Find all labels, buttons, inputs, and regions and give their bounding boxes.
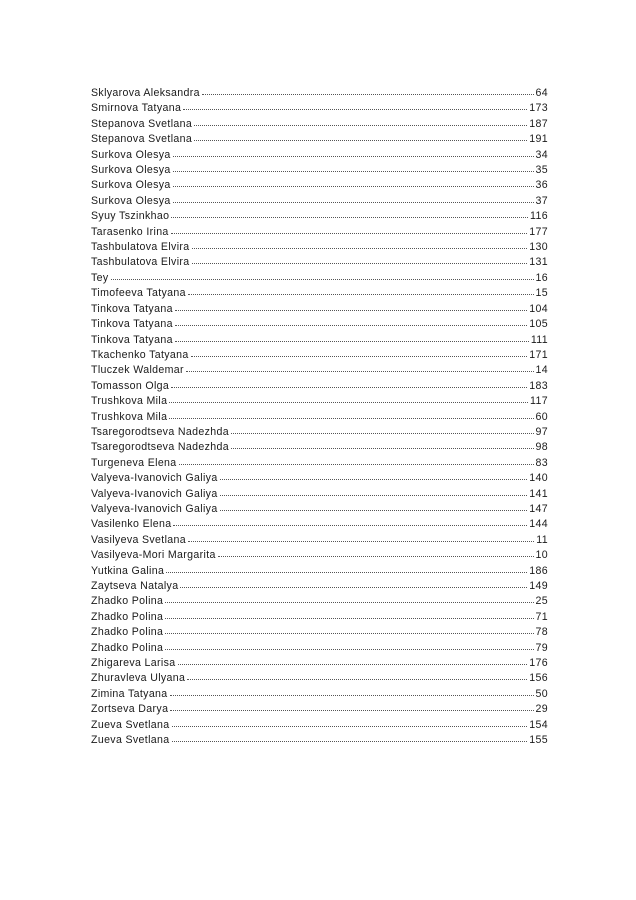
index-entry bbox=[91, 733, 548, 748]
index-entry bbox=[91, 671, 548, 686]
index-entry bbox=[91, 178, 548, 193]
dot-leader bbox=[231, 440, 534, 449]
entry-name: Zueva Svetlana bbox=[91, 734, 170, 747]
entry-name: Tey bbox=[91, 271, 109, 284]
entry-page-number: 130 bbox=[529, 241, 548, 254]
entry-name: Vasilyeva Svetlana bbox=[91, 533, 187, 546]
entry-name: Tinkova Tatyana bbox=[91, 333, 173, 346]
index-entry bbox=[91, 625, 548, 640]
entry-name: Tashbulatova Elvira bbox=[91, 241, 190, 254]
entry-name: Zaytseva Natalya bbox=[91, 580, 179, 592]
entry-name: Sklyarova Aleksandra bbox=[91, 87, 200, 99]
entry-name: Tluczek Waldemar bbox=[91, 364, 184, 377]
dot-leader bbox=[173, 148, 534, 157]
dot-leader bbox=[194, 132, 527, 141]
entry-name: Zhuravleva Ulyana bbox=[91, 672, 186, 685]
entry-page-number: 35 bbox=[535, 164, 548, 177]
index-entry bbox=[91, 317, 548, 332]
entry-name: Zhadko Polina bbox=[91, 641, 164, 654]
dot-leader bbox=[187, 671, 527, 680]
dot-leader bbox=[188, 286, 534, 295]
entry-name: Tarasenko Irina bbox=[91, 225, 169, 238]
dot-leader bbox=[179, 456, 534, 465]
entry-name: Surkova Olesya bbox=[91, 194, 171, 207]
dot-leader bbox=[165, 625, 533, 634]
dot-leader bbox=[172, 733, 528, 742]
index-entry bbox=[91, 255, 548, 270]
dot-leader bbox=[220, 502, 528, 511]
index-entry bbox=[91, 132, 548, 147]
dot-leader bbox=[218, 548, 534, 557]
entry-page-number: 177 bbox=[529, 225, 548, 238]
entry-page-number: 34 bbox=[535, 148, 548, 161]
entry-page-number: 140 bbox=[529, 472, 548, 485]
index-entry bbox=[91, 117, 548, 132]
dot-leader bbox=[171, 225, 528, 234]
entry-page-number: 64 bbox=[535, 87, 548, 99]
index-entry bbox=[91, 641, 548, 656]
dot-leader bbox=[188, 533, 534, 542]
index-entry bbox=[91, 271, 548, 286]
entry-name: Stepanova Svetlana bbox=[91, 133, 193, 146]
entry-page-number: 25 bbox=[535, 595, 548, 608]
index-entry bbox=[91, 148, 548, 163]
entry-name: Vasilenko Elena bbox=[91, 518, 172, 531]
index-entry bbox=[91, 579, 548, 594]
index-entry bbox=[91, 348, 548, 363]
dot-leader bbox=[173, 178, 534, 187]
entry-page-number: 36 bbox=[535, 179, 548, 192]
entry-page-number: 104 bbox=[529, 302, 548, 315]
entry-page-number: 111 bbox=[530, 333, 548, 346]
dot-leader bbox=[172, 718, 528, 727]
entry-page-number: 37 bbox=[535, 194, 548, 207]
entry-name: Stepanova Svetlana bbox=[91, 117, 193, 130]
entry-name: Turgeneva Elena bbox=[91, 456, 177, 469]
entry-name: Surkova Olesya bbox=[91, 148, 171, 161]
entry-page-number: 14 bbox=[535, 364, 548, 377]
entry-page-number: 191 bbox=[529, 133, 548, 146]
entry-name: Timofeeva Tatyana bbox=[91, 287, 186, 300]
dot-leader bbox=[175, 317, 527, 326]
index-entry bbox=[91, 410, 548, 425]
entry-name: Syuy Tszinkhao bbox=[91, 210, 170, 223]
dot-leader bbox=[170, 687, 534, 696]
entry-name: Tsaregorodtseva Nadezhda bbox=[91, 441, 229, 454]
dot-leader bbox=[171, 379, 527, 388]
entry-name: Zhadko Polina bbox=[91, 626, 164, 639]
dot-leader bbox=[194, 117, 527, 126]
index-entry bbox=[91, 333, 548, 348]
index-entry bbox=[91, 209, 548, 224]
dot-leader bbox=[186, 363, 534, 372]
entry-page-number: 50 bbox=[535, 687, 548, 700]
dot-leader bbox=[192, 240, 528, 249]
index-entry bbox=[91, 687, 548, 702]
entry-page-number: 186 bbox=[529, 564, 548, 577]
entry-page-number: 83 bbox=[535, 456, 548, 469]
entry-page-number: 171 bbox=[529, 348, 548, 361]
entry-name: Tinkova Tatyana bbox=[91, 318, 173, 331]
entry-name: Tkachenko Tatyana bbox=[91, 348, 189, 361]
entry-page-number: 173 bbox=[529, 102, 548, 115]
dot-leader bbox=[175, 333, 529, 342]
entry-page-number: 15 bbox=[535, 287, 548, 300]
dot-leader bbox=[173, 163, 534, 172]
dot-leader bbox=[191, 348, 528, 357]
index-entry bbox=[91, 394, 548, 409]
dot-leader bbox=[231, 425, 534, 434]
entry-page-number: 154 bbox=[529, 718, 548, 731]
dot-leader bbox=[171, 209, 528, 218]
index-entry bbox=[91, 487, 548, 502]
entry-page-number: 79 bbox=[535, 641, 548, 654]
entry-page-number: 71 bbox=[535, 610, 548, 623]
dot-leader bbox=[166, 564, 527, 573]
entry-page-number: 98 bbox=[535, 441, 548, 454]
index-entry bbox=[91, 548, 548, 563]
index-entry bbox=[91, 594, 548, 609]
entry-page-number: 155 bbox=[529, 734, 548, 747]
index-entry bbox=[91, 564, 548, 579]
entry-name: Zhigareva Larisa bbox=[91, 657, 176, 670]
entry-name: Vasilyeva-Mori Margarita bbox=[91, 549, 216, 562]
dot-leader bbox=[111, 271, 534, 280]
dot-leader bbox=[165, 594, 533, 603]
entry-page-number: 105 bbox=[529, 318, 548, 331]
index-entry bbox=[91, 86, 548, 101]
entry-page-number: 187 bbox=[529, 117, 548, 130]
dot-leader bbox=[220, 487, 528, 496]
entry-name: Valyeva-Ivanovich Galiya bbox=[91, 487, 218, 500]
index-entry bbox=[91, 718, 548, 733]
index-entry bbox=[91, 702, 548, 717]
dot-leader bbox=[180, 579, 527, 588]
entry-name: Zimina Tatyana bbox=[91, 687, 168, 700]
entry-name: Zhadko Polina bbox=[91, 610, 164, 623]
index-entry bbox=[91, 456, 548, 471]
dot-leader bbox=[165, 641, 533, 650]
dot-leader bbox=[220, 471, 528, 480]
entry-name: Valyeva-Ivanovich Galiya bbox=[91, 502, 218, 515]
dot-leader bbox=[169, 410, 533, 419]
entry-page-number: 78 bbox=[535, 626, 548, 639]
entry-name: Surkova Olesya bbox=[91, 179, 171, 192]
entry-page-number: 176 bbox=[529, 657, 548, 670]
entry-page-number: 149 bbox=[529, 580, 548, 592]
dot-leader bbox=[202, 86, 534, 95]
index-entry bbox=[91, 425, 548, 440]
index-entry bbox=[91, 240, 548, 255]
entry-page-number: 144 bbox=[529, 518, 548, 531]
index-entry bbox=[91, 610, 548, 625]
entry-page-number: 11 bbox=[536, 533, 548, 546]
dot-leader bbox=[175, 302, 527, 311]
entry-name: Zueva Svetlana bbox=[91, 718, 170, 731]
entry-page-number: 147 bbox=[529, 502, 548, 515]
dot-leader bbox=[178, 656, 528, 665]
entry-name: Valyeva-Ivanovich Galiya bbox=[91, 472, 218, 485]
dot-leader bbox=[169, 394, 528, 403]
entry-name: Smirnova Tatyana bbox=[91, 102, 182, 115]
entry-page-number: 16 bbox=[535, 271, 548, 284]
entry-name: Tashbulatova Elvira bbox=[91, 256, 190, 269]
dot-leader bbox=[173, 517, 527, 526]
dot-leader bbox=[192, 255, 528, 264]
dot-leader bbox=[173, 194, 534, 203]
entry-page-number: 60 bbox=[535, 410, 548, 423]
index-entry bbox=[91, 440, 548, 455]
entry-name: Surkova Olesya bbox=[91, 164, 171, 177]
index-entry bbox=[91, 379, 548, 394]
name-index-list bbox=[91, 86, 548, 748]
index-entry bbox=[91, 533, 548, 548]
entry-page-number: 10 bbox=[535, 549, 548, 562]
entry-page-number: 141 bbox=[529, 487, 548, 500]
index-entry bbox=[91, 225, 548, 240]
entry-name: Tomasson Olga bbox=[91, 379, 170, 392]
index-entry bbox=[91, 286, 548, 301]
dot-leader bbox=[165, 610, 533, 619]
index-entry bbox=[91, 656, 548, 671]
index-entry bbox=[91, 194, 548, 209]
entry-name: Tsaregorodtseva Nadezhda bbox=[91, 425, 229, 438]
entry-page-number: 97 bbox=[535, 425, 548, 438]
index-entry bbox=[91, 502, 548, 517]
entry-page-number: 183 bbox=[529, 379, 548, 392]
entry-name: Trushkova Mila bbox=[91, 395, 168, 408]
index-entry bbox=[91, 163, 548, 178]
entry-page-number: 156 bbox=[529, 672, 548, 685]
dot-leader bbox=[183, 101, 527, 110]
entry-name: Tinkova Tatyana bbox=[91, 302, 173, 315]
entry-page-number: 116 bbox=[530, 210, 548, 223]
index-entry bbox=[91, 471, 548, 486]
entry-page-number: 29 bbox=[535, 703, 548, 716]
entry-name: Zhadko Polina bbox=[91, 595, 164, 608]
index-entry bbox=[91, 363, 548, 378]
entry-page-number: 131 bbox=[529, 256, 548, 269]
entry-name: Zortseva Darya bbox=[91, 703, 169, 716]
entry-page-number: 117 bbox=[530, 395, 548, 408]
dot-leader bbox=[170, 702, 533, 711]
entry-name: Trushkova Mila bbox=[91, 410, 168, 423]
index-entry bbox=[91, 517, 548, 532]
entry-name: Yutkina Galina bbox=[91, 564, 165, 577]
index-entry bbox=[91, 302, 548, 317]
index-entry bbox=[91, 101, 548, 116]
